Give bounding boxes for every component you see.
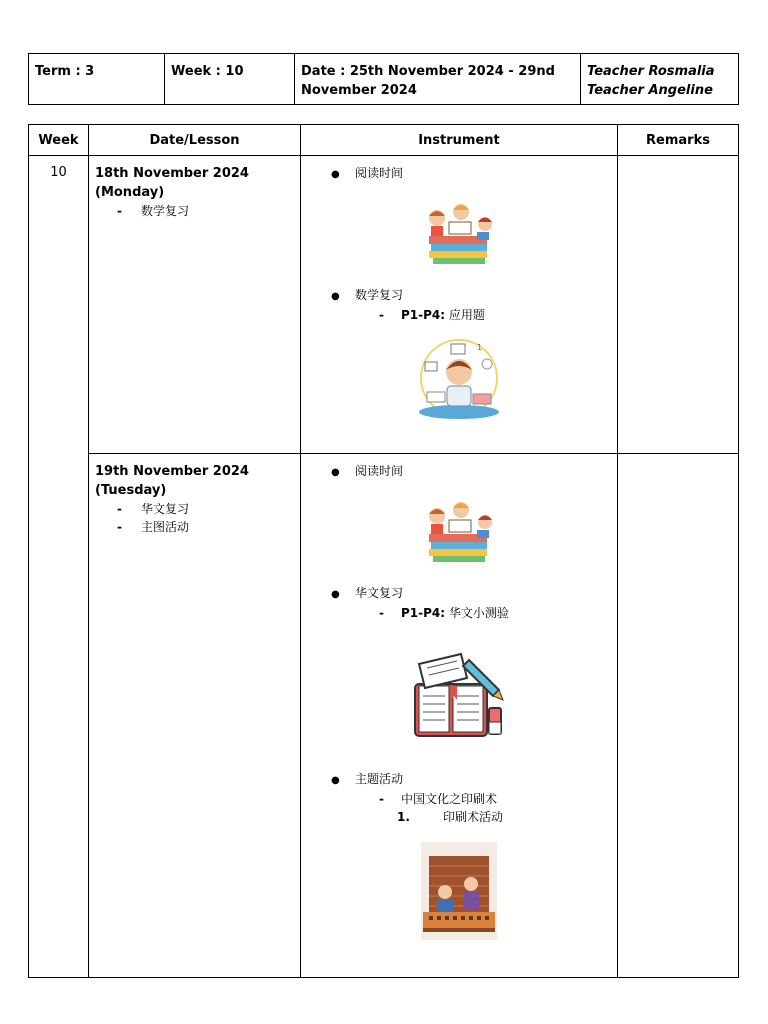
printing-press-activity-image: [421, 842, 497, 940]
lesson-item: - 华文复习: [117, 502, 190, 516]
lesson-plan-table: [28, 124, 739, 978]
lesson-date: 18th November 2024: [95, 166, 249, 181]
remarks-cell: [618, 156, 739, 454]
lesson-day: (Tuesday): [95, 483, 167, 498]
instrument-cell: [301, 156, 618, 454]
book-and-pencil-image: [411, 650, 507, 742]
column-header-remarks: Remarks: [618, 125, 739, 156]
boy-studying-math-image: [411, 336, 507, 422]
lesson-item: - 主图活动: [117, 520, 190, 534]
instrument-item: ● 阅读时间: [331, 464, 404, 478]
instrument-sub-item: - 中国文化之印刷术: [379, 792, 498, 806]
teacher-name-1: Teacher Rosmalia: [587, 64, 715, 79]
week-cell: Week : 10: [165, 54, 295, 105]
instrument-cell: [301, 454, 618, 978]
lesson-item: - 数学复习: [117, 204, 190, 218]
column-header-instrument: Instrument: [301, 125, 618, 156]
instrument-sub-item: - P1-P4: 应用题: [379, 308, 485, 322]
column-header-date-lesson: Date/Lesson: [89, 125, 301, 156]
lesson-date: 19th November 2024: [95, 464, 249, 479]
date-lesson-cell: [89, 156, 301, 454]
kids-reading-books-image: [419, 496, 499, 566]
table-row: [29, 156, 739, 454]
column-header-week: Week: [29, 125, 89, 156]
instrument-sub-sub-item: 1. 印刷术活动: [397, 810, 504, 824]
week-number-cell: 10: [29, 156, 89, 978]
header-table: [28, 53, 739, 105]
lesson-day: (Monday): [95, 185, 165, 200]
instrument-item: ● 数学复习: [331, 288, 404, 302]
instrument-sub-item: - P1-P4: 华文小测验: [379, 606, 509, 620]
instrument-item: ● 主题活动: [331, 772, 404, 786]
table-header-row: [29, 125, 739, 156]
remarks-cell: [618, 454, 739, 978]
kids-reading-books-image: [419, 198, 499, 268]
svg-text:1: 1: [477, 343, 483, 352]
term-cell: Term : 3: [29, 54, 165, 105]
date-lesson-cell: [89, 454, 301, 978]
table-row: [29, 454, 739, 978]
teacher-name-2: Teacher Angeline: [587, 83, 713, 98]
teachers-cell: [581, 54, 739, 105]
instrument-item: ● 阅读时间: [331, 166, 404, 180]
instrument-item: ● 华文复习: [331, 586, 404, 600]
date-range-cell: Date : 25th November 2024 - 29nd November 2024: [295, 54, 581, 105]
